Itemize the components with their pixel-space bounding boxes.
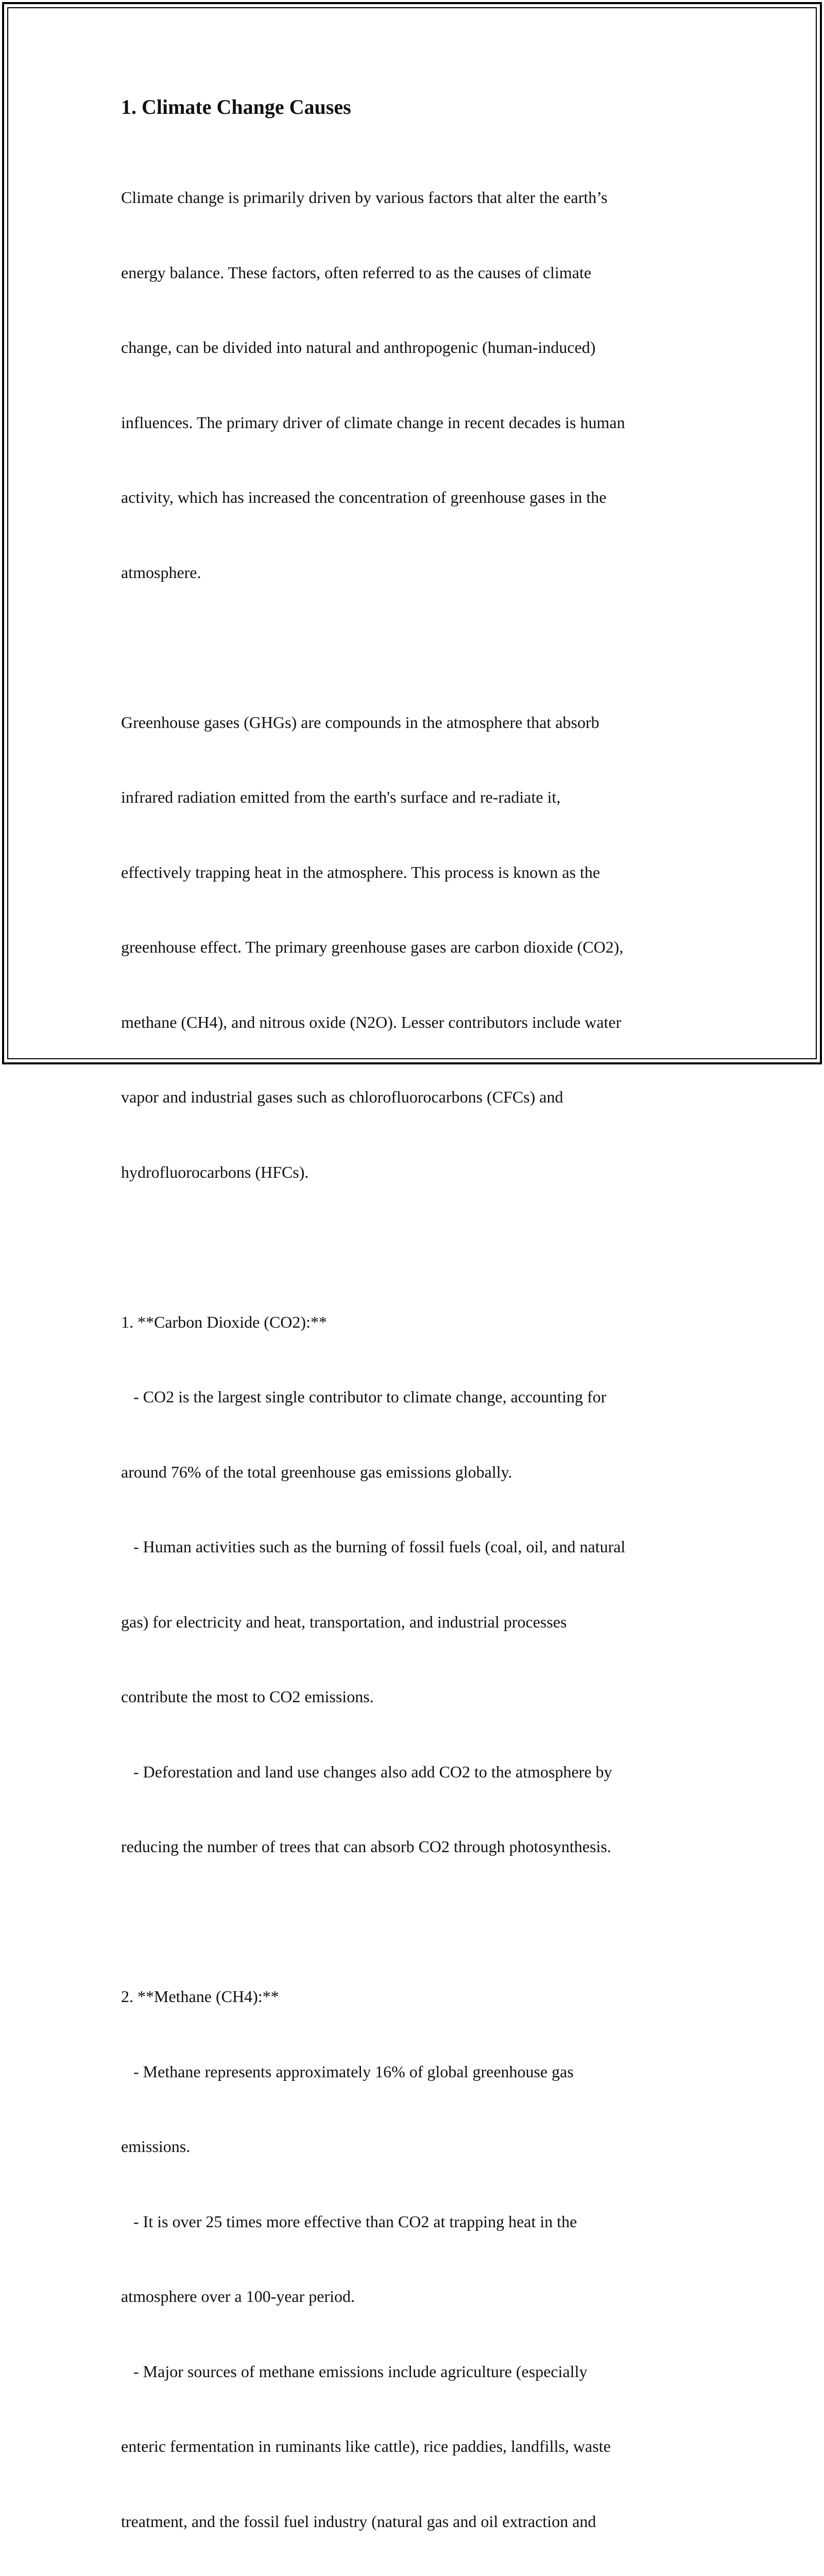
methane-list-item — [121, 1934, 708, 2576]
paragraph-spacer — [121, 1234, 708, 1260]
text-line: influences. The primary driver of climate change in recent decades is human — [121, 413, 625, 432]
text-line: change, can be divided into natural and anthropogenic (human-induced) — [121, 338, 596, 357]
ghg-paragraph — [121, 660, 708, 1235]
list-item-title: 2. **Methane (CH4):** — [121, 1987, 279, 2006]
text-line: hydrofluorocarbons (HFCs). — [121, 1162, 309, 1181]
text-line: reducing the number of trees that can absorb CO2 through photosynthesis. — [121, 1837, 611, 1856]
text-line: vapor and industrial gases such as chlorofluorocarbons (CFCs) and — [121, 1088, 563, 1106]
text-line: - Methane represents approximately 16% of global greenhouse gas — [121, 2062, 574, 2081]
text-line: - Human activities such as the burning of fossil fuels (coal, oil, and natural — [121, 1537, 626, 1556]
text-line: - Deforestation and land use changes also add CO2 to the atmosphere by — [121, 1762, 612, 1781]
text-line: atmosphere over a 100-year period. — [121, 2287, 355, 2306]
paragraph-spacer — [121, 1909, 708, 1935]
intro-paragraph — [121, 135, 708, 635]
text-line: - It is over 25 times more effective than CO2 at trapping heat in the — [121, 2212, 577, 2231]
text-line: greenhouse effect. The primary greenhouse gases are carbon dioxide (CO2), — [121, 938, 624, 956]
text-line: gas) for electricity and heat, transportation, and industrial processes — [121, 1612, 567, 1631]
text-line: treatment, and the fossil fuel industry (natural gas and oil extraction and — [121, 2512, 596, 2531]
text-line: around 76% of the total greenhouse gas emissions globally. — [121, 1462, 512, 1481]
text-line: infrared radiation emitted from the earth's surface and re-radiate it, — [121, 788, 561, 806]
text-line: - Major sources of methane emissions include agriculture (especially — [121, 2362, 588, 2381]
text-line: emissions. — [121, 2137, 191, 2156]
text-line: effectively trapping heat in the atmosphere. This process is known as the — [121, 862, 600, 882]
text-line: - CO2 is the largest single contributor to climate change, accounting for — [121, 1387, 607, 1406]
co2-list-item — [121, 1260, 708, 1909]
text-line: activity, which has increased the concentration of greenhouse gases in the — [121, 488, 607, 506]
text-line: energy balance. These factors, often referred to as the causes of climate — [121, 263, 592, 282]
list-item-title: 1. **Carbon Dioxide (CO2):** — [121, 1312, 327, 1331]
text-line: enteric fermentation in ruminants like cattle), rice paddies, landfills, waste — [121, 2437, 611, 2455]
text-line: Greenhouse gases (GHGs) are compounds in the atmosphere that absorb — [121, 713, 599, 732]
text-line: contribute the most to CO2 emissions. — [121, 1687, 374, 1706]
text-line: atmosphere. — [121, 563, 201, 582]
paragraph-spacer — [121, 635, 708, 660]
section-heading: 1. Climate Change Causes — [121, 95, 351, 118]
text-line: Climate change is primarily driven by various factors that alter the earth’s — [121, 188, 608, 207]
document-body — [121, 94, 708, 2576]
text-line: methane (CH4), and nitrous oxide (N2O). Lesser contributors include water — [121, 1012, 622, 1031]
